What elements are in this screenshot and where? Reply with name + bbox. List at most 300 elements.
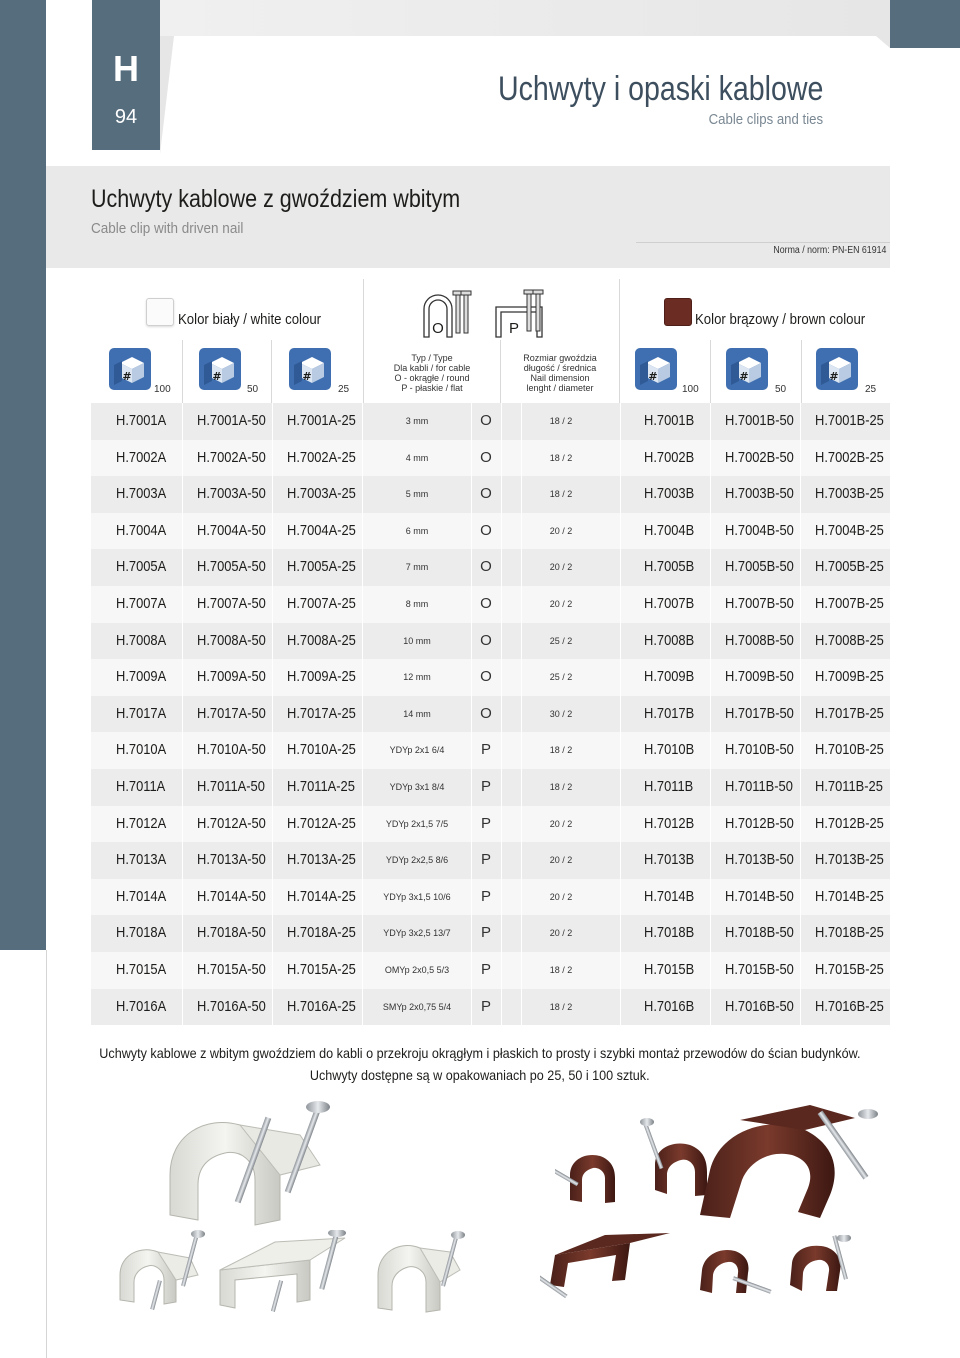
cell-separator (182, 842, 183, 879)
page-subtitle: Cable clips and ties (708, 111, 823, 128)
white-colour-label: Kolor biały / white colour (178, 311, 322, 328)
section-subtitle: Cable clip with driven nail (91, 220, 244, 237)
cell-separator (521, 952, 522, 989)
cell-separator (272, 403, 273, 440)
white-code-50: H.7007A-50 (197, 594, 266, 612)
cell-separator (800, 403, 801, 440)
table-row (91, 696, 890, 733)
table-row (91, 623, 890, 660)
brown-code-50: H.7016B-50 (725, 997, 794, 1015)
cell-separator (800, 513, 801, 550)
brown-code-50: H.7009B-50 (725, 668, 794, 686)
table-row (91, 842, 890, 879)
white-code-100: H.7011A (116, 777, 166, 795)
cable-type: P (480, 777, 491, 795)
brown-code-25: H.7013B-25 (815, 851, 884, 869)
cell-separator (471, 696, 472, 733)
cell-separator (501, 403, 502, 440)
page-edge-rule (46, 950, 47, 1358)
cell-separator (501, 696, 502, 733)
cell-separator (800, 549, 801, 586)
white-colour-swatch (146, 298, 174, 326)
nail-size: 20 / 2 (549, 525, 573, 536)
white-code-25: H.7001A-25 (287, 412, 356, 429)
brown-code-100: H.7015B (644, 960, 695, 978)
cell-separator (362, 440, 363, 477)
brown-code-25: H.7016B-25 (815, 997, 884, 1015)
cell-separator (471, 806, 472, 843)
column-divider (801, 340, 802, 403)
white-code-25: H.7013A-25 (287, 851, 356, 869)
cell-separator (710, 403, 711, 440)
brown-code-25: H.7003B-25 (815, 485, 884, 503)
cell-separator (182, 915, 183, 952)
white-code-25: H.7004A-25 (287, 521, 356, 539)
brown-code-25: H.7018B-25 (815, 924, 884, 942)
cell-separator (362, 732, 363, 769)
cell-separator (501, 879, 502, 916)
cable-type: O (480, 558, 492, 576)
brown-code-100: H.7012B (644, 814, 695, 832)
brown-code-100: H.7002B (644, 448, 695, 466)
brown-code-25: H.7014B-25 (815, 887, 884, 905)
cell-separator (501, 732, 502, 769)
description-line-2: Uchwyty dostępne są w opakowaniach po 25, 50 i 100 sztuk. (310, 1067, 650, 1083)
cell-separator (362, 769, 363, 806)
svg-text:#: # (122, 370, 132, 383)
cell-separator (620, 403, 621, 440)
cell-separator (182, 879, 183, 916)
cable-size: YDYp 3x2,5 13/7 (383, 928, 451, 939)
cell-separator (272, 842, 273, 879)
cell-separator (471, 513, 472, 550)
brown-code-100: H.7013B (644, 851, 695, 869)
cell-separator (620, 623, 621, 660)
top-band (160, 0, 890, 36)
cell-separator (272, 440, 273, 477)
cell-separator (272, 549, 273, 586)
column-divider (182, 340, 183, 403)
white-code-50: H.7013A-50 (197, 851, 266, 869)
top-band-corner (160, 36, 174, 154)
cable-size: 5 mm (405, 489, 429, 500)
cell-separator (471, 915, 472, 952)
brown-code-50: H.7014B-50 (725, 887, 794, 905)
white-code-100: H.7018A (116, 924, 167, 942)
table-row (91, 952, 890, 989)
white-code-50: H.7001A-50 (197, 412, 266, 429)
white-code-50: H.7016A-50 (197, 997, 266, 1015)
cable-size: YDYp 3x1,5 10/6 (383, 891, 451, 902)
cell-separator (272, 915, 273, 952)
cell-separator (521, 989, 522, 1026)
cell-separator (620, 806, 621, 843)
cable-type: P (480, 851, 491, 869)
cell-separator (710, 586, 711, 623)
brown-code-25: H.7007B-25 (815, 594, 884, 612)
brown-code-100: H.7014B (644, 887, 695, 905)
cell-separator (362, 879, 363, 916)
cell-separator (272, 586, 273, 623)
brown-code-25: H.7011B-25 (815, 777, 883, 795)
brown-code-50: H.7002B-50 (725, 448, 794, 466)
white-code-100: H.7017A (116, 704, 167, 722)
section-band (46, 166, 890, 268)
nail-size: 20 / 2 (549, 891, 573, 902)
cable-type: P (480, 924, 491, 942)
cell-separator (620, 989, 621, 1026)
brown-code-25: H.7010B-25 (815, 741, 884, 759)
cable-size: 10 mm (403, 635, 431, 646)
cell-separator (471, 952, 472, 989)
cell-separator (521, 842, 522, 879)
brown-clip-small-photo (690, 1235, 860, 1305)
cell-separator (521, 696, 522, 733)
brown-code-100: H.7018B (644, 924, 695, 942)
cell-separator (710, 879, 711, 916)
brown-code-50: H.7012B-50 (725, 814, 794, 832)
cable-size: 4 mm (405, 452, 429, 463)
cable-size: YDYp 3x1 8/4 (389, 781, 445, 792)
table-row (91, 513, 890, 550)
cell-separator (710, 732, 711, 769)
brown-code-50: H.7004B-50 (725, 521, 794, 539)
nail-size: 20 / 2 (549, 562, 573, 573)
nail-size: 18 / 2 (549, 964, 573, 975)
pack-count-label: 100 (154, 384, 171, 395)
page-number: 94 (114, 106, 138, 128)
white-code-50: H.7011A-50 (197, 777, 265, 795)
cell-separator (800, 659, 801, 696)
white-code-100: H.7014A (116, 887, 167, 905)
norm-label: Norma / norm: PN-EN 61914 (773, 245, 886, 256)
cell-separator (471, 549, 472, 586)
white-code-100: H.7015A (116, 960, 167, 978)
cable-type: P (480, 887, 491, 905)
pack-count-label: 100 (682, 384, 699, 395)
cell-separator (521, 476, 522, 513)
white-code-50: H.7017A-50 (197, 704, 266, 722)
cell-separator (710, 952, 711, 989)
brown-code-50: H.7005B-50 (725, 558, 794, 576)
top-right-corner (876, 36, 890, 48)
brown-code-50: H.7013B-50 (725, 851, 794, 869)
white-code-25: H.7002A-25 (287, 448, 356, 466)
cell-separator (362, 696, 363, 733)
brown-code-50: H.7015B-50 (725, 960, 794, 978)
cell-separator (620, 476, 621, 513)
column-divider (271, 340, 272, 403)
cell-separator (800, 476, 801, 513)
cell-separator (620, 513, 621, 550)
cell-separator (800, 769, 801, 806)
table-row (91, 769, 890, 806)
cell-separator (521, 732, 522, 769)
white-code-100: H.7007A (116, 594, 167, 612)
brown-code-25: H.7017B-25 (815, 704, 884, 722)
cell-separator (521, 623, 522, 660)
white-code-50: H.7015A-50 (197, 960, 266, 978)
cable-type: O (480, 704, 492, 722)
cell-separator (710, 440, 711, 477)
cell-separator (471, 879, 472, 916)
cell-separator (362, 513, 363, 550)
table-row (91, 440, 890, 477)
norm-rule (636, 242, 890, 243)
cell-separator (272, 513, 273, 550)
nail-size: 18 / 2 (549, 416, 573, 426)
cable-size: 7 mm (405, 562, 429, 573)
white-code-25: H.7011A-25 (287, 777, 355, 795)
cell-separator (521, 513, 522, 550)
cable-type: O (480, 631, 492, 649)
svg-text:#: # (302, 370, 312, 383)
white-code-50: H.7012A-50 (197, 814, 266, 832)
product-table (91, 403, 890, 1025)
cell-separator (362, 842, 363, 879)
cell-separator (710, 769, 711, 806)
cell-separator (710, 806, 711, 843)
cable-type: P (480, 741, 491, 759)
package-box-icon (108, 347, 152, 391)
left-side-bar (0, 0, 46, 950)
cable-type: P (480, 997, 491, 1015)
cell-separator (800, 623, 801, 660)
cell-separator (620, 952, 621, 989)
package-box-icon (288, 347, 332, 391)
cable-size: 8 mm (405, 598, 429, 609)
cell-separator (182, 952, 183, 989)
cell-separator (710, 623, 711, 660)
cell-separator (362, 586, 363, 623)
cell-separator (182, 806, 183, 843)
cell-separator (182, 623, 183, 660)
cell-separator (501, 440, 502, 477)
table-row (91, 403, 890, 440)
type-column-header: Typ / Type Dla kabli / for cable O - okrągłe / round P - płaskie / flat (393, 353, 471, 393)
cell-separator (501, 659, 502, 696)
nail-size: 20 / 2 (549, 818, 573, 829)
cell-separator (501, 586, 502, 623)
cell-separator (471, 732, 472, 769)
nail-size: 18 / 2 (549, 745, 573, 756)
cell-separator (272, 476, 273, 513)
white-code-50: H.7002A-50 (197, 448, 266, 466)
table-row (91, 476, 890, 513)
cell-separator (521, 915, 522, 952)
cell-separator (521, 769, 522, 806)
white-code-25: H.7012A-25 (287, 814, 356, 832)
cable-size: YDYp 2x1 6/4 (389, 745, 445, 756)
nail-size: 18 / 2 (549, 489, 573, 500)
brown-code-50: H.7018B-50 (725, 924, 794, 942)
brown-code-100: H.7010B (644, 741, 695, 759)
cell-separator (620, 696, 621, 733)
white-flat-clip-photo (215, 1230, 355, 1315)
cable-size: 14 mm (403, 708, 431, 719)
table-row (91, 989, 890, 1026)
white-code-100: H.7016A (116, 997, 167, 1015)
cell-separator (800, 806, 801, 843)
cable-type: O (480, 521, 492, 539)
cell-separator (501, 769, 502, 806)
nail-size: 25 / 2 (549, 672, 573, 683)
brown-colour-swatch (664, 298, 692, 326)
white-code-25: H.7010A-25 (287, 741, 356, 759)
cell-separator (800, 440, 801, 477)
cable-type: P (480, 814, 491, 832)
package-box-icon (725, 347, 769, 391)
cell-separator (620, 586, 621, 623)
nail-size: 20 / 2 (549, 598, 573, 609)
brown-code-100: H.7004B (644, 521, 695, 539)
white-code-100: H.7010A (116, 741, 167, 759)
white-code-100: H.7009A (116, 668, 167, 686)
cell-separator (501, 989, 502, 1026)
nail-size: 20 / 2 (549, 855, 573, 866)
cell-separator (521, 879, 522, 916)
pack-count-label: 50 (247, 384, 259, 395)
cable-type: O (480, 412, 492, 429)
cell-separator (800, 696, 801, 733)
cell-separator (272, 659, 273, 696)
brown-code-50: H.7007B-50 (725, 594, 794, 612)
brown-code-100: H.7005B (644, 558, 695, 576)
cell-separator (272, 696, 273, 733)
brown-code-50: H.7003B-50 (725, 485, 794, 503)
brown-code-25: H.7015B-25 (815, 960, 884, 978)
cell-separator (272, 732, 273, 769)
cell-separator (362, 623, 363, 660)
chapter-letter: H (113, 48, 139, 89)
cell-separator (521, 806, 522, 843)
brown-code-50: H.7001B-50 (725, 412, 794, 429)
cell-separator (362, 915, 363, 952)
cell-separator (182, 513, 183, 550)
column-divider (710, 340, 711, 403)
white-code-100: H.7013A (116, 851, 167, 869)
cell-separator (362, 403, 363, 440)
cell-separator (471, 403, 472, 440)
cell-separator (182, 732, 183, 769)
cell-separator (620, 549, 621, 586)
cell-separator (501, 952, 502, 989)
white-code-25: H.7005A-25 (287, 558, 356, 576)
cell-separator (362, 549, 363, 586)
svg-text:#: # (212, 370, 222, 383)
cell-separator (710, 989, 711, 1026)
cell-separator (471, 989, 472, 1026)
cell-separator (521, 440, 522, 477)
nail-size: 18 / 2 (549, 452, 573, 463)
cell-separator (620, 879, 621, 916)
cell-separator (800, 989, 801, 1026)
brown-code-50: H.7011B-50 (725, 777, 793, 795)
cell-separator (471, 659, 472, 696)
cell-separator (362, 952, 363, 989)
white-clip-small-photo (110, 1230, 220, 1310)
cell-separator (501, 806, 502, 843)
svg-text:#: # (829, 370, 839, 383)
flat-clip-icon (494, 289, 558, 339)
pack-count-label: 50 (775, 384, 787, 395)
white-code-25: H.7016A-25 (287, 997, 356, 1015)
white-code-50: H.7010A-50 (197, 741, 266, 759)
column-divider (500, 340, 501, 403)
package-box-icon (815, 347, 859, 391)
cell-separator (501, 476, 502, 513)
cell-separator (800, 915, 801, 952)
cable-size: SMYp 2x0,75 5/4 (382, 1001, 452, 1012)
cell-separator (501, 915, 502, 952)
cell-separator (272, 879, 273, 916)
table-row (91, 806, 890, 843)
svg-text:O: O (432, 320, 444, 337)
cell-separator (272, 952, 273, 989)
cell-separator (710, 659, 711, 696)
brown-code-25: H.7009B-25 (815, 668, 884, 686)
white-code-25: H.7015A-25 (287, 960, 356, 978)
white-code-100: H.7012A (116, 814, 167, 832)
chapter-tab (92, 0, 160, 150)
package-box-icon (634, 347, 678, 391)
nail-size: 20 / 2 (549, 928, 573, 939)
white-code-50: H.7009A-50 (197, 668, 266, 686)
cell-separator (710, 549, 711, 586)
nail-size: 18 / 2 (549, 781, 573, 792)
cable-size: 6 mm (405, 525, 429, 536)
cell-separator (620, 915, 621, 952)
cable-type: O (480, 485, 492, 503)
cell-separator (800, 842, 801, 879)
brown-code-100: H.7011B (644, 777, 694, 795)
table-row (91, 549, 890, 586)
cell-separator (182, 403, 183, 440)
pack-count-label: 25 (865, 384, 877, 395)
cable-type: O (480, 668, 492, 686)
cell-separator (471, 586, 472, 623)
brown-code-50: H.7017B-50 (725, 704, 794, 722)
svg-text:P: P (508, 320, 520, 337)
brown-code-100: H.7001B (644, 412, 695, 429)
cell-separator (272, 989, 273, 1026)
cell-separator (800, 586, 801, 623)
white-code-25: H.7014A-25 (287, 887, 356, 905)
cell-separator (620, 732, 621, 769)
cell-separator (471, 623, 472, 660)
brown-code-25: H.7012B-25 (815, 814, 884, 832)
nail-size: 25 / 2 (549, 635, 573, 646)
svg-text:#: # (739, 370, 749, 383)
cell-separator (362, 659, 363, 696)
cell-separator (800, 732, 801, 769)
brown-code-50: H.7008B-50 (725, 631, 794, 649)
white-code-25: H.7017A-25 (287, 704, 356, 722)
white-code-25: H.7018A-25 (287, 924, 356, 942)
white-code-100: H.7004A (116, 521, 167, 539)
brown-code-100: H.7007B (644, 594, 695, 612)
pack-count-label: 25 (338, 384, 350, 395)
cell-separator (620, 440, 621, 477)
cell-separator (800, 879, 801, 916)
white-code-50: H.7014A-50 (197, 887, 266, 905)
cell-separator (272, 623, 273, 660)
cable-type: P (480, 960, 491, 978)
cell-separator (800, 952, 801, 989)
cell-separator (362, 989, 363, 1026)
white-code-50: H.7008A-50 (197, 631, 266, 649)
cell-separator (620, 769, 621, 806)
